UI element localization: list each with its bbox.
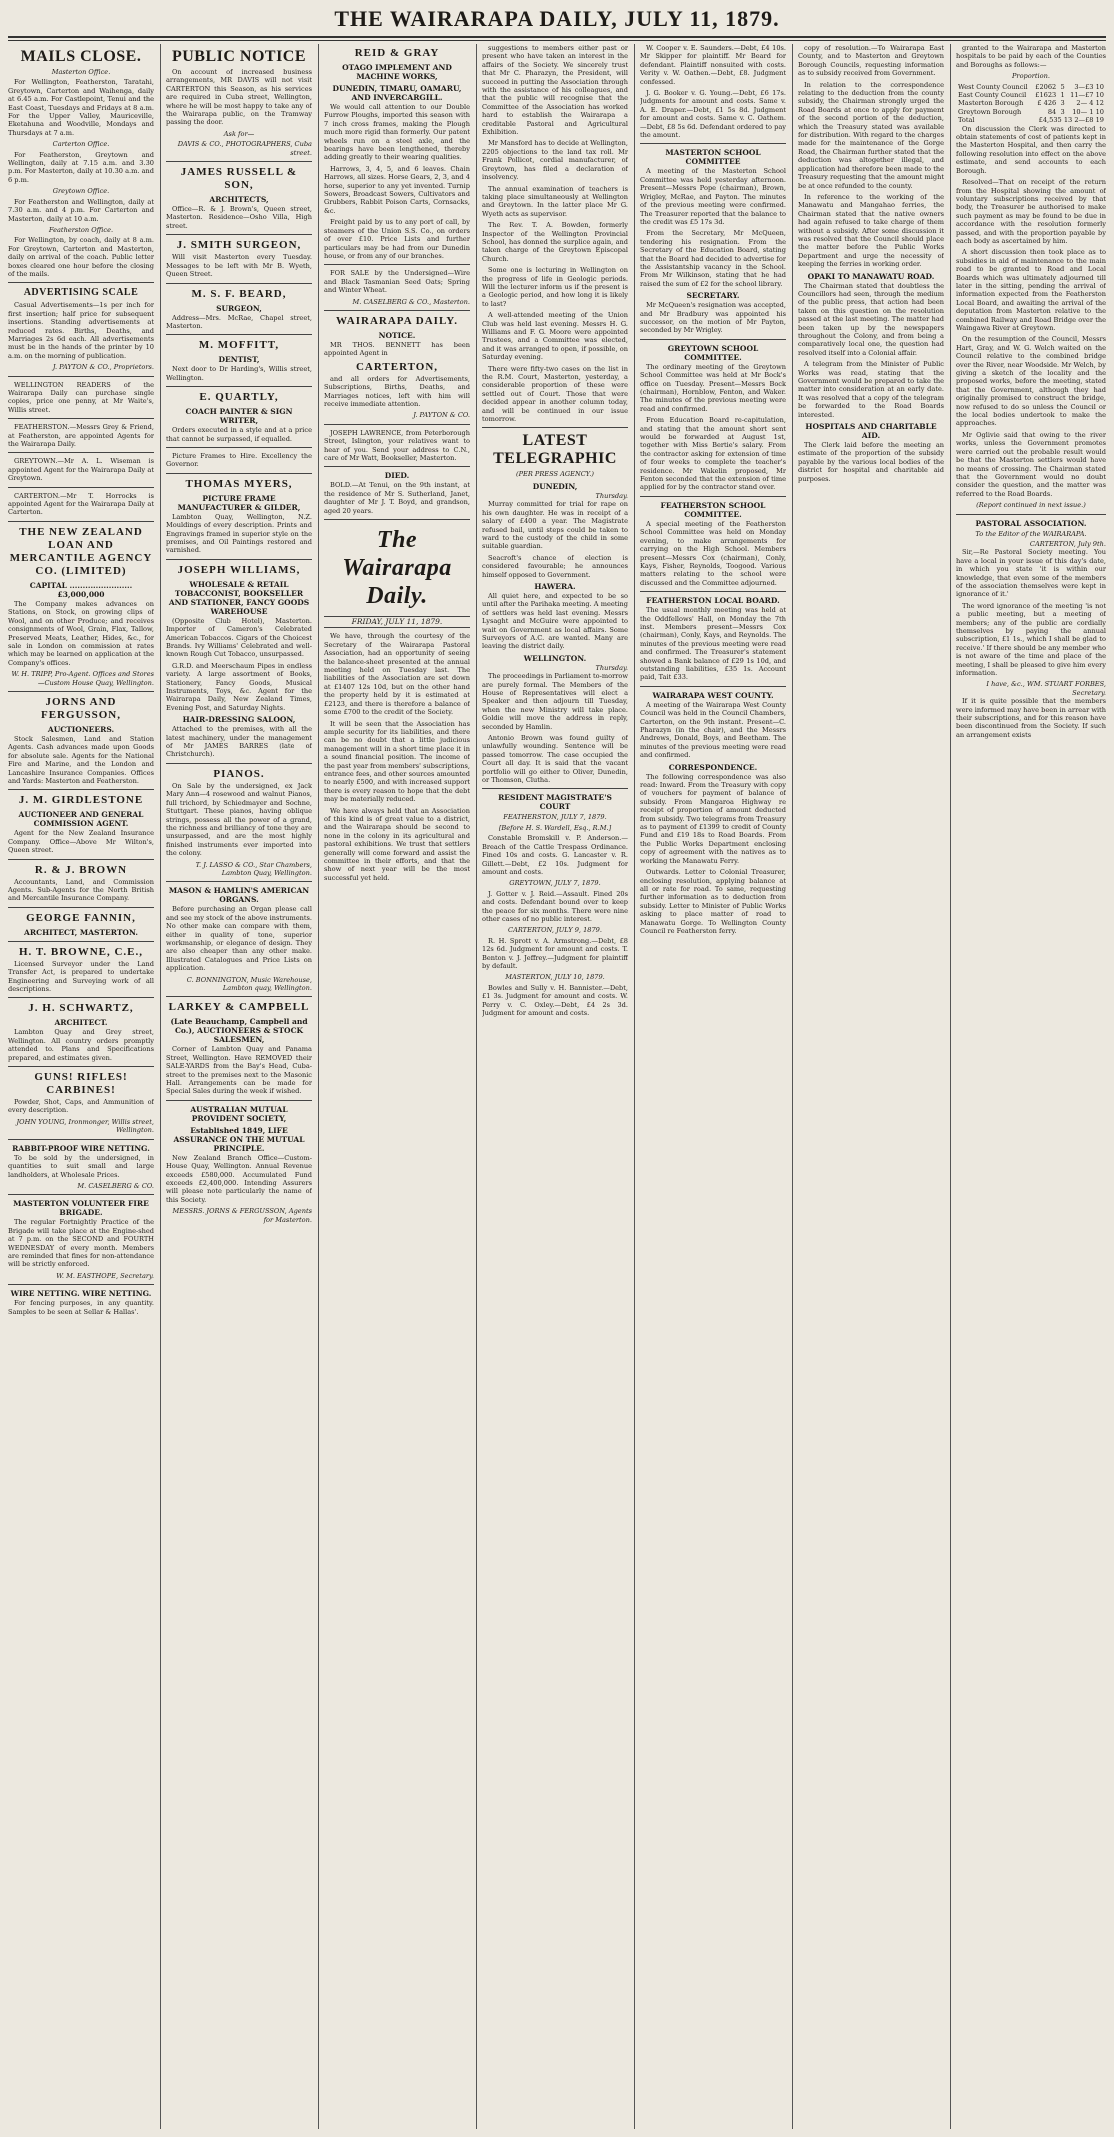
proportion-row <box>956 108 1106 116</box>
notice-featherston-agents: FEATHERSTON.—Messrs Grey & Friend, at Featherston, are appointed Agents for the Wairarapa Daily. <box>8 423 154 449</box>
greytown-school-title: GREYTOWN SCHOOL COMMITTEE. <box>667 343 759 362</box>
quartly-title: E. QUARTLY, <box>199 391 279 404</box>
reid-subtitle: OTAGO IMPLEMENT AND MACHINE WORKS, <box>342 63 452 81</box>
council-report: In relation to the correspondence relating to the deduction from the county subsidy, the Chairman strongly urged the Road Boards at once to apply for payment of the second portion of the deduction, which the Treasury stated was available for distribution. With regard to the charges made for the maintenance of the Gorge Road, the Chairman further stated that the deduction was altogether illegal, and application had therefore been made to the Treasury requesting that the amount might be at once refunded to the county. <box>798 80 944 190</box>
russell-body: Office—R. & J. Brown's, Queen street, Masterton. Residence—Osho Villa, High street. <box>166 205 312 230</box>
hospitals-body: The Clerk laid before the meeting an estimate of the proportion of the subsidy payable by the various local bodies of the district for hospital and charitable aid purposes. <box>798 441 944 483</box>
guns-body: Powder, Shot, Caps, and Ammunition of every description. <box>8 1098 154 1115</box>
separator <box>8 521 154 522</box>
report-continued-note: (Report continued in next issue.) <box>976 501 1086 510</box>
proportion-cell: £ 426 <box>1037 99 1057 108</box>
council-report-continued: granted to the Wairarapa and Masterton hospitals to be paid by each of the Counties and Boroughs as follows:— <box>956 44 1106 69</box>
quartly-subtitle: COACH PAINTER & SIGN WRITER, <box>185 407 293 426</box>
correspondence-body-2: Outwards. Letter to Colonial Treasurer, enclosing resolution, applying balance at all or rate for road. To same, requesting further information as to deduction from subsidy. Letter to Minister of Public Works asking to place matter of road to Manawatu Gorge. To Wellington County Council re Featherston ferry. <box>640 868 786 935</box>
carterton-office-heading: Carterton Office. <box>52 140 110 149</box>
rm-court-title: RESIDENT MAGISTRATE'S COURT <box>498 793 612 812</box>
column-rule <box>634 44 635 2129</box>
williams-title: JOSEPH WILLIAMS, <box>177 563 301 576</box>
separator <box>8 1194 154 1195</box>
separator <box>8 907 154 908</box>
pastoral-association-title: PASTORAL ASSOCIATION. <box>975 518 1087 528</box>
separator <box>166 283 312 284</box>
wire-netting-title: WIRE NETTING. WIRE NETTING. <box>10 1289 152 1299</box>
secretary-body: Mr McQueen's resignation was accepted, and Mr Bradbury was appointed his successor, on the motion of Mr Payton, seconded by Mr Wrigley. <box>640 301 786 335</box>
masterton-school-title: MASTERTON SCHOOL COMMITTEE <box>665 148 761 167</box>
secretary-heading: SECRETARY. <box>686 291 740 301</box>
proportion-cell: 3 <box>1060 99 1065 108</box>
jorns-subtitle: AUCTIONEERS. <box>47 724 115 734</box>
rabbit-body: To be sold by the undersigned, in quantities to suit small and large landholders, at Wholesale Prices. <box>8 1153 154 1179</box>
correspondence-body: The following correspondence was also read: Inward. From the Treasury with copy of vouchers for payment of balance of subsidy. From Mangaroa Highway re receipt of proportion of amount deducted from subsidy. Two telegrams from Treasury as to payment of £1399 to credit of County Fund and £19 18s to Road Boards. From the Public Works Department enclosing copy of agreement with the natives as to working the Manawatu Ferry. <box>640 772 786 865</box>
separator <box>324 519 470 520</box>
separator <box>8 418 154 419</box>
moffitt-body: Next door to Dr Harding's, Willis street, Wellington. <box>166 365 312 382</box>
leader-paragraph: We have, through the courtesy of the Secretary of the Wairarapa Pastoral Association, had an opportunity of seeing the balance-sheet presented at the annual meeting held on Tuesday last. The liabilities of the Association are set down at £1407 12s 10d, but on the other hand the property held by it is estimated at £2123, and there is therefore a balance of some £700 to the credit of the Society. <box>324 632 470 717</box>
rm-court-body: Constable Bromskill v. P. Anderson.—Breach of the Cattle Trespass Ordinance. Fined 10s and costs. G. Lancaster v. R. Gillett.—Debt, £2 10s. Judgment for amount and costs. <box>482 834 628 876</box>
local-news: A well-attended meeting of the Union Club was held last evening. Messrs H. G. Williams and F. G. Moore were appointed Trustees, and a Committee was elected, and it was arranged to open, if possible, on Saturday evening. <box>482 311 628 362</box>
council-report-continued: Resolved—That on receipt of the return from the Hospital showing the amount of voluntary subscriptions received by that body, the Treasurer be authorised to make such payment as may be found to be due in accordance with the resolution formerly passed, and with the proportion payable by each body as ascertained by him. <box>956 178 1106 245</box>
jorns-title: JORNS AND FERGUSSON, <box>41 695 121 721</box>
beard-body: Address—Mrs. McRae, Chapel street, Masterton. <box>166 313 312 330</box>
frames-notice: Picture Frames to Hire. Excellency the Governor. <box>166 451 312 469</box>
column-4 <box>482 44 628 2129</box>
proportion-cell: Greytown Borough <box>958 107 1022 116</box>
williams-subtitle: WHOLESALE & RETAIL TOBACCONIST, BOOKSELLER AND STATIONER, FANCY GOODS WAREHOUSE <box>168 579 310 616</box>
nzloan-capital: CAPITAL ........................ £3,000,000 <box>29 580 133 599</box>
notice-title: NOTICE. <box>378 330 416 340</box>
schwartz-body: Lambton Quay and Grey street, Wellington. All country orders promptly attended to. Plans and Specifications prepared, and estimates given. <box>8 1028 154 1062</box>
featherston-local-board-body: The usual monthly meeting was held at the Oddfellows' Hall, on Monday the 7th inst. Members present—Messrs Cox (chairman), Conly, Kays, and Reynolds. The minutes of the previous meeting were read and confirmed. The Treasurer's statement showed a Bank balance of £29 1s 10d, and outstanding liabilities, £35 1s. Account paid, Tait £33. <box>640 606 786 682</box>
column-rule <box>318 44 319 2129</box>
beard-subtitle: SURGEON, <box>216 303 262 313</box>
separator <box>166 234 312 235</box>
amp-subtitle: Established 1849, LIFE ASSURANCE ON THE MUTUAL PRINCIPLE. <box>173 1125 305 1153</box>
hairdressing-title: HAIR-DRESSING SALOON, <box>182 715 296 725</box>
proportion-cell: £2062 <box>1035 82 1057 91</box>
wellington-heading: WELLINGTON. <box>523 653 587 663</box>
pastoral-to-editor: To the Editor of the WAIRARAPA. <box>975 529 1087 538</box>
proportion-cell: £1623 <box>1035 91 1057 100</box>
myers-title: THOMAS MYERS, <box>185 477 293 490</box>
separator <box>324 310 470 311</box>
manawatu-road-body: The Chairman stated that doubtless the Councillors had seen, through the medium of the public press, that action had been taken on this question on the resolution passed at the last meeting. The matter had been taken up by the newspapers throughout the Colony, and from being a comparatively local one, the question had resolved itself into a Colonial affair. <box>798 281 944 357</box>
amp-body: New Zealand Branch Office—Custom-House Quay, Wellington. Annual Revenue exceeds £580,000. Accumulated Fund exceeds £2,400,000. Intending Assurers will please note particularly the name of this Society. <box>166 1153 312 1204</box>
pianos-body: On Sale by the undersigned, ex Jack Mary Ann—4 rosewood and walnut Pianos, full trichord, by Schiedmayer and Sochne, Stuttgart. These pianos, having oblique strings, possess all the power of a grand, the richness and brilliancy of tone they are unsurpassed, and are the most highly finished instruments ever imported into the colony. <box>166 781 312 858</box>
council-report: In reference to the working of the Manawatu and Mangahao ferries, the Chairman stated that the native owners had again refused to take charge of them without a subsidy. After some discussion it was resolved that the Council should place the matter before the Public Works Department and urge the necessity of keeping the ferries in working order. <box>798 192 944 269</box>
myers-subtitle: PICTURE FRAME MANUFACTURER & GILDER, <box>177 493 301 512</box>
separator <box>8 452 154 453</box>
proportion-cell: 1 <box>1060 91 1065 100</box>
rm-carterton-body: R. H. Sprott v. A. Armstrong.—Debt, £8 12s 6d. Judgment for amount and costs. T. Benton v. J. Jeffrey.—Judgment for plaintiff by default. <box>482 936 628 970</box>
reid-body: We would call attention to our Double Furrow Ploughs, imported this season with 7 inch cross frames, making the Plough much more rigid than formerly. Our patent wheels run on a steel axle, and the bearings have been lengthened, thereby adding greatly to their wearing qualities. <box>324 103 470 162</box>
column-rule <box>160 44 161 2129</box>
moffitt-title: M. MOFFITT, <box>198 339 280 352</box>
latest-telegraphic-title: LATEST TELEGRAPHIC <box>493 432 617 468</box>
local-news: There were fifty-two cases on the list in the R.M. Court, Masterton, yesterday, a considerable proportion of these were settled out of Court. Those that were decided appear in another column today, and will be continued in our issue tomorrow. <box>482 364 628 424</box>
died-title: DIED. <box>384 471 410 481</box>
separator <box>166 559 312 560</box>
mails-title: MAILS CLOSE. <box>20 48 142 65</box>
notice-greytown-agent: GREYTOWN.—Mr A. L. Wiseman is appointed Agent for the Wairarapa Daily at Greytown. <box>8 457 154 483</box>
wellington-body-2: Antonio Brown was found guilty of unlawfully wounding. Sentence will be passed tomorrow. The case occupied the Court all day. It is said that the vacant portfolio will go either to Oliver, Dunedin, or Thomson, Clutha. <box>482 734 628 785</box>
fire-brigade-signature: W. M. EASTHOPE, Secretary. <box>56 1271 154 1280</box>
masthead: THE WAIRARAPA DAILY, JULY 11, 1879. <box>334 6 780 31</box>
schwartz-title: J. H. SCHWARTZ, <box>28 1002 134 1015</box>
wellington-day: Thursday. <box>595 663 628 672</box>
council-report-continued: On the resumption of the Council, Messrs Hart, Gray, and W. G. Welch waited on the Council relative to the combined bridge over the River, near Woodside. Mr Welch, by giving a sketch of the locality and the proposed works, before the meeting, stated that the Government, although they had originally promised to construct the bridge, now refused to do so unless the Council or the local bodies undertook to make the approaches. <box>956 335 1106 428</box>
proportion-total-value: £4,535 13 2—£8 19 <box>1038 116 1104 125</box>
proportion-cell: 84 <box>1047 107 1057 116</box>
separator <box>8 941 154 942</box>
council-report-continued: On discussion the Clerk was directed to obtain statements of cost of patients kept in the Masterton Hospital, and then carry the following resolution into effect on the above estimate, and send accounts to each Borough. <box>956 124 1106 175</box>
local-news: The Rev. T. A. Bowden, formerly Inspector of the Wellington Provincial School, has donned the surplice again, and taken charge of the Greytown Episcopal Church. <box>482 221 628 263</box>
reid-places: DUNEDIN, TIMARU, OAMARU, AND INVERCARGILL. <box>332 84 462 102</box>
pastoral-body-2: The word ignorance of the meeting 'is not a public meeting, but a meeting of members; any of the public are cordially themselves by paying the annual subscription, £1 1s., which I shall be glad to receive.' If there should be any member who is not aware of the time and place of the meeting, I shall be pleased to give him every information. <box>956 601 1106 678</box>
masterton-school-body: A meeting of the Masterton School Committee was held yesterday afternoon. Present—Messrs Pope (chairman), Brown, Wrigley, McRae, and Payton. The minutes of the previous meeting were confirmed. The Treasurer reported that the balance to the credit was £5 17s 3d. <box>640 167 786 226</box>
notice-body-2: and all orders for Advertisements, Subscriptions, Births, Deaths, and Marriages notices, left with him will receive immediate attention. <box>324 374 470 408</box>
separator <box>166 1100 312 1101</box>
notice-wellington-readers: WELLINGTON READERS of the Wairarapa Daily can purchase single copies, price one penny, at Mr Waite's, Willis street. <box>8 380 154 414</box>
latest-telegraphic-subtitle: (PER PRESS AGENCY.) <box>516 470 594 479</box>
manawatu-road-body-2: A telegram from the Minister of Public Works was read, stating that the Government would be prepared to take the matter into consideration at an early date. It was resolved that a copy of the telegram be forwarded to the Road Boards interested. <box>798 360 944 419</box>
proportion-cell: East County Council <box>958 91 1027 100</box>
dunedin-body-2: Seacroft's chance of election is considered favourable; he announces himself opposed to Government. <box>482 553 628 579</box>
greytown-school-body-2: From Education Board re-capitulation, and stating that the amount short sent would be forwarded at August 1st, together with Miss Bertie's salary. From the contractor asking for extension of time of four weeks to complete the teacher's residence. Mr Wakelin proposed, Mr Fenton seconded that the extension of time applied for by the contractor stand over. <box>640 416 786 492</box>
mason-signature: C. BONNINGTON, Music Warehouse, Lambton quay, Wellington. <box>186 975 312 992</box>
russell-subtitle: ARCHITECTS, <box>209 195 269 205</box>
separator <box>640 591 786 592</box>
local-news: suggestions to members either past or present who have taken an interest in the affairs of the Society. We sincerely trust that Mr C. Pharazyn, the President, will succeed in putting the Association through with the assistance of his colleagues, and that the public will recognise that the Committee of the Association has worked hard to establish the Wairarapa a creditable Pastoral and Agricultural Exhibition. <box>482 44 628 137</box>
fannin-title: GEORGE FANNIN, <box>26 911 136 924</box>
quartly-body: Orders executed in a style and at a price that cannot be surpassed, if equalled. <box>166 426 312 443</box>
rabbit-title: RABBIT-PROOF WIRE NETTING. <box>12 1143 150 1153</box>
separator <box>640 143 786 144</box>
manawatu-road-heading: OPAKI TO MANAWATU ROAD. <box>807 271 935 281</box>
proportion-heading: Proportion. <box>1012 72 1050 81</box>
myers-body: Lambton Quay, Wellington, N.Z. Mouldings of every description. Prints and Engravings framed in superior style on the premises, and Oil Paintings restored and varnished. <box>166 512 312 555</box>
separator <box>8 691 154 692</box>
separator <box>8 997 154 998</box>
guns-title: GUNS! RIFLES! CARBINES! <box>34 1071 128 1097</box>
advertising-title: ADVERTISING SCALE <box>23 287 139 299</box>
local-news: The annual examination of teachers is taking place simultaneously at Wellington and Greytown. In the latter place Mr G. Wyeth acts as supervisor. <box>482 184 628 218</box>
proportion-table <box>956 83 1106 125</box>
proportion-row <box>956 99 1106 107</box>
featherston-local-board-title: FEATHERSTON LOCAL BOARD. <box>646 596 780 606</box>
masthead-rule <box>8 36 1106 38</box>
reid-end: Freight paid by us to any port of call, by steamers of the Union S.S. Co., on orders of over £10. Price Lists and further particulars may be had from our Dunedin house, or from any of our branches. <box>324 218 470 260</box>
notice-body: MR THOS. BENNETT has been appointed Agent in <box>324 340 470 358</box>
pastoral-signature: I have, &c., WM. STUART FORBES, Secretary. <box>986 680 1106 697</box>
brown-title: R. & J. BROWN <box>34 863 128 876</box>
guns-signature: JOHN YOUNG, Ironmonger, Willis street, Wellington. <box>16 1117 154 1135</box>
separator <box>8 1284 154 1285</box>
column-1 <box>8 44 154 2129</box>
public-notice-body: On account of increased business arrangements, MR DAVIS will not visit CARTERTON this Season, as his services are required in Cuba street, Wellington, where he will be most happy to take any of the Wairarapa public, on the Tramway passing the door. <box>166 68 312 127</box>
notice-carterton-agent: CARTERTON.—Mr T. Horrocks is appointed Agent for the Wairarapa Daily at Carterton. <box>8 491 154 517</box>
editorial-dateline: FRIDAY, JULY 11, 1879. <box>324 616 470 628</box>
separator <box>166 334 312 335</box>
proportion-row <box>956 91 1106 99</box>
separator <box>8 487 154 488</box>
tbrowne-body: Licensed Surveyor under the Land Transfer Act, is prepared to undertake Engineering and Surveying work of all descriptions. <box>8 959 154 994</box>
featherston-office-body: For Wellington, by coach, daily at 8 a.m. For Greytown, Carterton and Masterton, daily on arrival of the coach. Public letter boxes cleared one hour before the closing of the mails. <box>8 236 154 278</box>
died-body: BOLD.—At Tenui, on the 9th instant, at the residence of Mr S. Sutherland, Janet, daughter of Mr J. T. Boyd, and grandson, aged 20 years. <box>324 481 470 515</box>
reid-title: REID & GRAY <box>354 47 440 59</box>
column-5 <box>640 44 786 2129</box>
featherston-school-body: A special meeting of the Featherston School Committee was held on Monday evening, to make arrangements for carrying on the High School. Members present—Messrs Cox (chairman), Conly, Kays, Fisher, Reynolds, Toogood. Various matters relating to the school were discussed and the Committee adjourned. <box>640 519 786 587</box>
column-2 <box>166 44 312 2129</box>
mason-body: Before purchasing an Organ please call and see my stock of the above instruments. No other make can compare with them, either in quality of tone, superior workmanship, or elegance of design. They are also cheaper than any other make. Illustrated Catalogues and Price Lists on application. <box>166 905 312 973</box>
larkey-body: Corner of Lambton Quay and Panama Street, Wellington. Have REMOVED their SALE-YARDS from the Bay's Head, Cuba-street to the premises next to the Masonic Hall. Arrangements can be made for Special Sales during the week if wished. <box>166 1045 312 1096</box>
separator <box>956 514 1106 515</box>
sale-signature: M. CASELBERG & CO., Masterton. <box>352 297 470 306</box>
dunedin-day: Thursday. <box>595 491 628 500</box>
separator <box>8 1066 154 1067</box>
rm-masterton-date: MASTERTON, JULY 10, 1879. <box>505 973 605 982</box>
column-rule <box>950 44 951 2129</box>
proportion-total-row <box>956 116 1106 124</box>
featherston-school-title: FEATHERSTON SCHOOL COMMITTEE. <box>660 500 766 519</box>
wairarapa-daily-notice-title: WAIRARAPA DAILY. <box>336 314 458 327</box>
lawrence-notice: JOSEPH LAWRENCE, from Peterborough Street, Islington, your relatives want to hear of you. Send your address to C.N., care of Mr Watt, Bookseller, Masterton. <box>324 428 470 462</box>
council-report-continued: Mr Oglivie said that owing to the river works, unless the Government promotes were carried out the probable result would be that the Masterton settlers would have no means of crossing. The Chairman stated that the Government would no doubt consider the question, and the matter was referred to the Road Boards. <box>956 430 1106 498</box>
dunedin-heading: DUNEDIN, <box>532 481 578 491</box>
williams-more: G.R.D. and Meerschaum Pipes in endless variety. A large assortment of Books, Stationery, Fancy Goods, Musical Instruments, Toys, &c. Agent for the Wairarapa Daily, New Zealand Times, Evening Post, and Saturday Nights. <box>166 661 312 712</box>
beard-title: M. S. F. BEARD, <box>191 287 287 300</box>
council-report: copy of resolution.—To Wairarapa East County, and to Masterton and Greytown Borough Councils, requesting information as to subsidy received from Government. <box>798 44 944 78</box>
hairdressing-body: Attached to the premises, with all the latest machinery, under the management of Mr JAMES BARRES (late of Christchurch). <box>166 725 312 759</box>
tbrowne-title: H. T. BROWNE, C.E., <box>18 945 144 958</box>
schwartz-subtitle: ARCHITECT. <box>54 1018 108 1028</box>
wire-netting-body: For fencing purposes, in any quantity. Samples to be seen at Sellar & Hallas'. <box>8 1299 154 1316</box>
pianos-signature: T. J. LASSO & CO., Star Chambers, Lambton Quay, Wellington. <box>195 860 312 877</box>
separator <box>166 386 312 387</box>
masterton-school-body-2: From the Secretary, Mr McQueen, tendering his resignation. From the Secretary of the Education Board, stating that the Board had decided to advertise for the Assistantship vacancy in the School. From Mr Wilkinson, stating that he had raised the sum of £2 for the school library. <box>640 229 786 288</box>
moffitt-subtitle: DENTIST, <box>218 355 260 365</box>
greytown-school-body: The ordinary meeting of the Greytown School Committee was held at Mr Bock's office on Tuesday. Present—Messrs Bock (chairman), Hornblow, Fenton, and Waker. The minutes of the previous meeting were read and confirmed. <box>640 362 786 413</box>
fire-brigade-body: The regular Fortnightly Practice of the Brigade will take place at the Engine-shed at 7 p.m. on the SECOND and FOURTH WEDNESDAY of every month. Members are reminded that fines for non-attendance will be strictly enforced. <box>8 1218 154 1269</box>
separator <box>8 376 154 377</box>
rm-greytown-date: GREYTOWN, JULY 7, 1879. <box>509 879 601 888</box>
mails-subheading: Masterton Office. <box>51 68 111 76</box>
wellington-body: The proceedings in Parliament to-morrow are purely formal. The Members of the House of Representatives will elect a Speaker and then adjourn till Tuesday, when the new Ministry will take place. Goldie will move the address in reply, seconded by Hamlin. <box>482 672 628 731</box>
girdlestone-title: J. M. GIRDLESTONE <box>18 794 144 807</box>
amp-signature: MESSRS. JORNS & FERGUSSON, Agents for Masterton. <box>172 1207 312 1224</box>
proportion-cell: 3 <box>1060 107 1065 116</box>
separator <box>482 788 628 789</box>
rm-carterton-date: CARTERTON, JULY 9, 1879. <box>508 926 602 935</box>
west-county-title: WAIRARAPA WEST COUNTY. <box>652 690 774 700</box>
notice-signature: J. PAYTON & CO. <box>413 411 470 420</box>
separator <box>166 161 312 162</box>
larkey-title: LARKEY & CAMPBELL <box>168 1001 310 1014</box>
separator <box>166 447 312 448</box>
column-rule <box>792 44 793 2129</box>
smith-title: J. SMITH SURGEON, <box>176 239 302 252</box>
advertising-signature: J. PAYTON & CO., Proprietors. <box>52 363 154 372</box>
pianos-title: PIANOS. <box>213 767 265 780</box>
separator <box>166 996 312 997</box>
separator <box>324 424 470 425</box>
editorial-flag: The Wairarapa Daily. <box>342 527 452 610</box>
separator <box>640 339 786 340</box>
correspondence-heading: CORRESPONDENCE. <box>668 762 758 772</box>
court-cases: J. G. Booker v. G. Young.—Debt, £6 17s. Judgments for amount and costs. Same v. A. E. Draper.—Debt, £1 5s 8d. Judgment for amount and costs. Same v. C. Oathem.—Debt, £8 5s 6d. Defendant ordered to pay the amount. <box>640 89 786 140</box>
smith-body: Will visit Masterton every Tuesday. Messages to be left with Mr B. Wyeth, Queen Street. <box>166 253 312 279</box>
local-news: Mr Mansford has to decide at Wellington, 2205 objections to the land tax roll. Mr Frank Pollicot, cordial manufacturer, of Greytown, has filed a declaration of insolvency. <box>482 139 628 182</box>
separator <box>166 881 312 882</box>
separator <box>324 264 470 265</box>
pastoral-date: CARTERTON, July 9th. <box>1029 539 1106 548</box>
public-notice-title: PUBLIC NOTICE <box>171 48 307 65</box>
russell-title: JAMES RUSSELL & SON, <box>180 166 298 192</box>
hospitals-heading: HOSPITALS AND CHARITABLE AID. <box>805 422 937 441</box>
pastoral-body: Sir,—Re Pastoral Society meeting. You have a local in your issue of this day's date, in which you state 'it is within our knowledge, that even some of the members of the association themselves were kept in ignorance of it.' <box>956 548 1106 599</box>
rm-greytown-body: J. Gotter v. J. Reid.—Assault. Fined 20s and costs. Defendant bound over to keep the peace for six months. There were nine other cases of no public interest. <box>482 889 628 923</box>
mason-title: MASON & HAMLIN'S AMERICAN ORGANS. <box>168 886 310 905</box>
proportion-cell: 5 <box>1060 82 1065 91</box>
dunedin-body: Murray committed for trial for rape on his own daughter. He was in receipt of a salary of £400 a year. The Magistrate refused bail, until steps could be taken to ward to the custody of the child in some suitable guardian. <box>482 500 628 551</box>
leader-paragraph: It will be seen that the Association has ample security for its liabilities, and there can be no doubt that a little judicious management will in a short time place it in a sound financial position. The income of the past year from members' subscriptions, entrance fees, and other sources amounted to nearly £500, and with increased support there is every reason to hope that the debt may be materially reduced. <box>324 719 470 804</box>
brown-body: Accountants, Land, and Commission Agents. Sub-Agents for the North British and Mercantile Insurance Company. <box>8 877 154 903</box>
separator <box>482 427 628 428</box>
hawera-body: All quiet here, and expected to be so until after the Parihaka meeting. A meeting of settlers was held last evening. Messrs Lysaght and McGuire were appointed to wait on Government as local affairs. Some Surveyors of A.C. are wanted. Many are leaving the district daily. <box>482 591 628 651</box>
separator <box>8 789 154 790</box>
proportion-cell: West County Council <box>958 82 1028 91</box>
sale-notice: FOR SALE by the Undersigned—Wire and Black Tasmanian Seed Oats; Spring and Winter Wheat. <box>324 269 470 295</box>
notice-place: CARTERTON, <box>355 360 439 373</box>
carterton-office-body: For Featherston, Greytown and Wellington, daily at 7.15 a.m. and 3.30 p.m. For Masterton, daily at 10.30 a.m. and 6 p.m. <box>8 150 154 184</box>
williams-body: (Opposite Club Hotel), Masterton. Importer of Cameron's Celebrated American Tobaccos. Cigars of the Choicest Brands. Ivy Williams' Celebrated and well-known Rough Cut Tobacco, unsurpassed. <box>166 616 312 659</box>
proportion-cell: 11—£7 10 <box>1070 91 1104 100</box>
proportion-cell: 10— 1 10 <box>1072 107 1104 116</box>
rm-court-date: FEATHERSTON, JULY 7, 1879. <box>503 813 607 822</box>
rabbit-signature: M. CASELBERG & CO. <box>77 1181 154 1190</box>
separator <box>8 859 154 860</box>
pastoral-postscript: If it is quite possible that the members were informed may have been in arrear with their subscriptions, and for this reason have been discontinued from the Society. If such an arrangement exists <box>956 697 1106 739</box>
amp-title: AUSTRALIAN MUTUAL PROVIDENT SOCIETY, <box>190 1104 288 1123</box>
column-rule <box>476 44 477 2129</box>
masthead-rule-thin <box>8 40 1106 41</box>
column-7 <box>956 44 1106 2129</box>
nzloan-title: THE NEW ZEALAND LOAN AND MERCANTILE AGENCY CO. (LIMITED) <box>9 525 153 577</box>
separator <box>8 1139 154 1140</box>
proportion-row <box>956 83 1106 91</box>
jorns-body: Stock Salesmen, Land and Station Agents. Cash advances made upon Goods for absolute sale. Agents for the National Fire and Marine, and the London and Lancashire Insurance Companies. Offices and Yards: Masterton and Featherston. <box>8 734 154 785</box>
public-notice-ask: Ask for— <box>223 129 255 138</box>
local-news: Some one is lecturing in Wellington on the progress of life in Geologic periods. Will the lecturer inform us if the present is a Geologic period, and how long it is likely to last? <box>482 266 628 308</box>
public-notice-signature: DAVIS & CO., PHOTOGRAPHERS, Cuba street. <box>177 140 312 157</box>
nzloan-signature: W. H. TRIPP, Pro-Agent. Offices and Stores—Custom House Quay, Wellington. <box>11 670 154 687</box>
separator <box>166 473 312 474</box>
proportion-cell: 2— 4 12 <box>1076 99 1104 108</box>
separator <box>8 282 154 283</box>
nzloan-body: The Company makes advances on Stations, on Stock, on growing clips of Wool, and on other Produce; and receives consignments of Wool, Grain, Flax, Tallow, Preserved Meats, Leather, Hides, &c., for sale in London on commission at rates which may be learned on application at the Company's offices. <box>8 599 154 667</box>
separator <box>324 466 470 467</box>
column-6 <box>798 44 944 2129</box>
separator <box>166 763 312 764</box>
fire-brigade-title: MASTERTON VOLUNTEER FIRE BRIGADE. <box>13 1199 149 1218</box>
council-report-continued: A short discussion then took place as to subsidies in aid of maintenance to the main road to be granted to Road and Local Boards which was ultimately adjourned till later in the sitting, pending the arrival of information expected from the Featherston Local Board, and awaiting the arrival of the deputation from Masterton relative to the combined Railway and Road Bridge over the Waingawa River at Greytown. <box>956 248 1106 332</box>
larkey-subtitle: (Late Beauchamp, Campbell and Co.), AUCTIONEERS & STOCK SALESMEN, <box>170 1017 308 1045</box>
greytown-office-body: For Featherston and Wellington, daily at 7.30 a.m. and 4 p.m. For Carterton and Masterton, daily at 10 a.m. <box>8 197 154 223</box>
advertising-body: Casual Advertisements—1s per inch for first insertion; half price for subsequent insertions. Standing advertisements at reduced rates. Births, Deaths, and Marriages 2s 6d each. All advertisements must be in the hands of the printer by 10 a.m. on the morning of publication. <box>8 301 154 360</box>
rm-court-before: [Before H. S. Wardell, Esq., R.M.] <box>498 823 612 832</box>
proportion-cell: 3—£3 10 <box>1074 82 1104 91</box>
greytown-office-heading: Greytown Office. <box>52 187 110 196</box>
west-county-body: A meeting of the Wairarapa West County Council was held in the Council Chambers, Carterton, on the 9th instant. Present—C. Pharazyn (in the chair), and the Messrs Andrews, Donald, Boys, and Beetham. The minutes of the previous meeting were read and confirmed. <box>640 700 786 760</box>
girdlestone-subtitle: AUCTIONEER AND GENERAL COMMISSION AGENT. <box>18 810 144 829</box>
separator <box>640 496 786 497</box>
featherston-office-heading: Featherston Office. <box>48 225 114 234</box>
mails-body: For Wellington, Featherston, Taratahi, Greytown, Carterton and Waihenga, daily at 6.45 a.m. For Castlepoint, Tenui and the East Coast, Tuesdays and Fridays at 8 a.m. For the Upper Valley, Mauriceville, Eketahuna and Woodville, Mondays and Thursdays at 7 a.m. <box>8 78 154 137</box>
girdlestone-body: Agent for the New Zealand Insurance Company. Office—Above Mr Wilton's, Queen street. <box>8 829 154 855</box>
leader-paragraph: We have always held that an Association of this kind is of great value to a district, and the Wairarapa should be second to none in the colony in its agricultural and pastoral exhibitions. We trust that settlers generally will come forward and assist the committee in their efforts, and that the show of next year will be the most successful yet held. <box>324 806 470 882</box>
reid-more: Harrows, 3, 4, 5, and 6 leaves. Chain Harrows, all sizes. Horse Gears, 2, 3, and 4 horse, superior to any yet invented. Turnip Sowers, Broadcast Sowers, Cultivators and Grubbers, Rabbit Poison Carts, Cornsacks, &c. <box>324 164 470 215</box>
fannin-subtitle: ARCHITECT, MASTERTON. <box>24 927 138 937</box>
proportion-cell: Masterton Borough <box>958 99 1024 108</box>
court-cases: W. Cooper v. E. Saunders.—Debt, £4 10s. Mr Skipper for plaintiff. Mr Beard for defendant. Plaintiff nonsuited with costs. Verity v. W. Oathen.—Debt, £8. Judgment confessed. <box>640 44 786 86</box>
separator <box>640 686 786 687</box>
hawera-heading: HAWERA. <box>534 581 576 591</box>
proportion-total-label: Total <box>958 116 975 125</box>
column-3 <box>324 44 470 2129</box>
rm-masterton-body: Bowles and Sully v. H. Bannister.—Debt, £1 3s. Judgment for amount and costs. W. Perry v. C. Oxley.—Debt, £4 2s 3d. Judgment for amount and costs. <box>482 983 628 1017</box>
